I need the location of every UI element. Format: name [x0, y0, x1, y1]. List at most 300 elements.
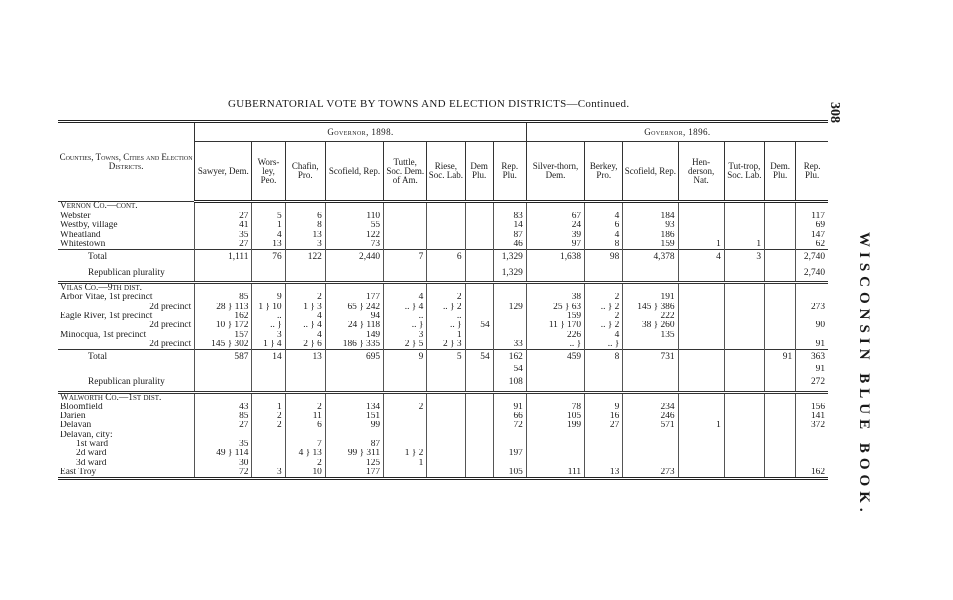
table-cell: [427, 449, 465, 458]
table-cell: [465, 240, 493, 250]
table-cell: 3: [384, 331, 427, 340]
table-cell: [724, 449, 764, 458]
table-cell: [195, 392, 252, 403]
table-cell: [765, 221, 796, 230]
table-cell: 9: [585, 403, 623, 412]
table-cell: [384, 265, 427, 283]
table-cell: 55: [325, 221, 383, 230]
table-cell: 10: [285, 468, 325, 479]
table-cell: [724, 202, 764, 213]
table-row: [58, 431, 828, 440]
table-cell: 27: [585, 421, 623, 430]
table-cell: [526, 431, 584, 440]
table-cell: [724, 403, 764, 412]
table-row: [58, 421, 828, 430]
table-cell: [325, 431, 383, 440]
table-cell: [678, 331, 724, 340]
table-cell: 105: [493, 468, 526, 479]
table-cell: 157: [195, 331, 252, 340]
table-cell: 147: [796, 231, 828, 240]
table-cell: [724, 392, 764, 403]
table-cell: [526, 202, 584, 213]
row-label: 2d precinct: [149, 339, 192, 349]
table-cell: [384, 240, 427, 250]
table-cell: [325, 202, 383, 213]
table-cell: 85: [195, 293, 252, 302]
table-cell: 72: [195, 468, 252, 479]
table-cell: [493, 392, 526, 403]
table-cell: 4,378: [623, 250, 678, 266]
table-cell: 97: [526, 240, 584, 250]
table-cell: 222: [623, 312, 678, 321]
table-cell: 372: [796, 421, 828, 430]
table-cell: [384, 431, 427, 440]
table-cell: [623, 283, 678, 294]
table-cell: 91: [765, 350, 796, 366]
table-cell: 7: [384, 250, 427, 266]
running-title: WISCONSIN BLUE BOOK.: [856, 232, 872, 517]
row-label: Total: [58, 350, 195, 366]
table-cell: 191: [623, 293, 678, 302]
table-cell: [285, 265, 325, 283]
table-cell: [765, 392, 796, 403]
table-cell: 1: [678, 421, 724, 430]
table-row: [58, 412, 828, 421]
table-cell: 8: [585, 240, 623, 250]
table-cell: [465, 202, 493, 213]
table-cell: 28 } 113: [195, 303, 252, 312]
table-row: [58, 449, 828, 458]
table-cell: [465, 212, 493, 221]
row-label: 2d precinct: [149, 302, 192, 312]
table-cell: 13: [252, 240, 285, 250]
table-cell: [493, 312, 526, 321]
table-cell: 11: [285, 412, 325, 421]
table-cell: [384, 392, 427, 403]
column-header: Scofield, Rep.: [325, 142, 383, 202]
table-cell: 1: [678, 240, 724, 250]
table-cell: 1,638: [526, 250, 584, 266]
table-row: [58, 212, 828, 221]
table-cell: [526, 283, 584, 294]
table-cell: 234: [623, 403, 678, 412]
table-cell: [765, 421, 796, 430]
table-cell: [465, 293, 493, 302]
row-label: Total: [58, 250, 195, 266]
table-cell: 1 } 10: [252, 303, 285, 312]
table-cell: [195, 431, 252, 440]
table-cell: 54: [465, 321, 493, 330]
vote-table: [58, 120, 828, 480]
table-cell: 272: [796, 375, 828, 393]
table-cell: 14: [252, 350, 285, 366]
table-cell: 93: [623, 221, 678, 230]
table-cell: [325, 265, 383, 283]
table-cell: 43: [195, 403, 252, 412]
table-cell: 162: [796, 468, 828, 479]
table-cell: [765, 431, 796, 440]
table-cell: [493, 293, 526, 302]
table-cell: [796, 331, 828, 340]
table-cell: 1: [427, 331, 465, 340]
table-cell: [724, 468, 764, 479]
table-cell: [678, 283, 724, 294]
table-cell: 6: [585, 221, 623, 230]
column-header: Tuttle, Soc. Dem. of Am.: [384, 142, 427, 202]
table-cell: [252, 283, 285, 294]
table-cell: [765, 283, 796, 294]
table-cell: 246: [623, 412, 678, 421]
table-cell: [796, 202, 828, 213]
page-number: 308: [827, 102, 842, 123]
table-cell: [678, 392, 724, 403]
page-title: GUBERNATORIAL VOTE BY TOWNS AND ELECTION DISTRICTS—Continued.: [228, 98, 630, 110]
table-cell: [526, 392, 584, 403]
table-cell: 1,329: [493, 265, 526, 283]
table-cell: [465, 392, 493, 403]
table-cell: 33: [493, 340, 526, 350]
row-label: Delavan, city:: [60, 430, 113, 440]
table-cell: .. } 2: [585, 321, 623, 330]
table-cell: 122: [325, 231, 383, 240]
table-cell: 38: [526, 293, 584, 302]
table-cell: 2: [252, 412, 285, 421]
table-cell: [724, 350, 764, 366]
table-cell: 13: [585, 468, 623, 479]
row-label: Bloomfield: [60, 402, 103, 412]
table-cell: 4: [285, 312, 325, 321]
table-row: [58, 231, 828, 240]
group-header-1896: Governor, 1896.: [526, 122, 828, 142]
table-cell: 49 } 114: [195, 449, 252, 458]
table-cell: 2: [585, 293, 623, 302]
table-cell: 99: [325, 421, 383, 430]
table-cell: 134: [325, 403, 383, 412]
table-cell: [427, 459, 465, 468]
table-cell: [526, 440, 584, 449]
table-cell: 1 } 3: [285, 303, 325, 312]
table-cell: [427, 265, 465, 283]
table-cell: [285, 365, 325, 374]
table-cell: [623, 459, 678, 468]
table-cell: [465, 412, 493, 421]
table-cell: 27: [195, 421, 252, 430]
table-cell: [585, 375, 623, 393]
column-header: Riese, Soc. Lab.: [427, 142, 465, 202]
table-cell: 41: [195, 221, 252, 230]
table-row: [58, 350, 828, 366]
table-cell: 110: [325, 212, 383, 221]
table-cell: [765, 331, 796, 340]
table-cell: [765, 231, 796, 240]
table-row: [58, 440, 828, 449]
table-cell: 1: [252, 221, 285, 230]
table-cell: [465, 231, 493, 240]
table-cell: [796, 431, 828, 440]
table-cell: .. }: [526, 340, 584, 350]
table-cell: [678, 202, 724, 213]
table-cell: [623, 440, 678, 449]
table-cell: 78: [526, 403, 584, 412]
table-cell: [724, 283, 764, 294]
table-cell: [585, 440, 623, 449]
table-row: [58, 303, 828, 312]
table-cell: 2: [427, 293, 465, 302]
table-cell: 62: [796, 240, 828, 250]
table-cell: 67: [526, 212, 584, 221]
row-label: Arbor Vitae, 1st precinct: [60, 293, 153, 303]
table-cell: [765, 250, 796, 266]
table-cell: [384, 468, 427, 479]
table-cell: [796, 440, 828, 449]
name-column-header: Counties, Towns, Cities and Election Districts.: [58, 122, 195, 202]
table-cell: [623, 375, 678, 393]
table-cell: 2: [285, 293, 325, 302]
table-cell: [678, 412, 724, 421]
table-cell: [493, 321, 526, 330]
table-cell: 571: [623, 421, 678, 430]
table-cell: [325, 283, 383, 294]
table-cell: [427, 375, 465, 393]
table-cell: ..: [252, 312, 285, 321]
table-cell: 4: [678, 250, 724, 266]
table-cell: [252, 449, 285, 458]
table-cell: 9: [384, 350, 427, 366]
table-cell: 159: [526, 312, 584, 321]
table-cell: [585, 459, 623, 468]
table-cell: [678, 265, 724, 283]
table-cell: [384, 212, 427, 221]
column-header: Hen-derson, Nat.: [678, 142, 724, 202]
table-cell: 6: [285, 421, 325, 430]
table-cell: 117: [796, 212, 828, 221]
table-cell: [678, 403, 724, 412]
table-cell: [465, 312, 493, 321]
table-row: [58, 459, 828, 468]
table-cell: [427, 212, 465, 221]
table-cell: 13: [285, 231, 325, 240]
table-cell: [796, 392, 828, 403]
table-cell: 731: [623, 350, 678, 366]
table-cell: [678, 303, 724, 312]
table-cell: [252, 459, 285, 468]
table-cell: 66: [493, 412, 526, 421]
table-cell: [765, 202, 796, 213]
table-cell: 87: [325, 440, 383, 449]
table-cell: 91: [493, 403, 526, 412]
table-cell: [285, 431, 325, 440]
table-cell: 91: [796, 365, 828, 374]
table-cell: ..: [384, 312, 427, 321]
table-cell: [493, 440, 526, 449]
table-cell: [765, 240, 796, 250]
table-cell: [384, 421, 427, 430]
table-cell: [195, 202, 252, 213]
table-cell: 1,111: [195, 250, 252, 266]
table-cell: [252, 431, 285, 440]
table-cell: 25 } 63: [526, 303, 584, 312]
table-cell: 4: [384, 293, 427, 302]
table-cell: [724, 293, 764, 302]
table-cell: 4 } 13: [285, 449, 325, 458]
table-cell: [465, 431, 493, 440]
row-label: Minocqua, 1st precinct: [60, 330, 147, 340]
table-cell: [765, 449, 796, 458]
table-cell: [465, 375, 493, 393]
table-cell: 16: [585, 412, 623, 421]
table-cell: [678, 459, 724, 468]
table-cell: 2: [285, 459, 325, 468]
table-cell: [765, 440, 796, 449]
table-cell: [724, 340, 764, 350]
table-cell: [765, 265, 796, 283]
table-cell: 14: [493, 221, 526, 230]
table-cell: [585, 449, 623, 458]
table-cell: 156: [796, 403, 828, 412]
column-header: Berkey, Pro.: [585, 142, 623, 202]
table-cell: 3: [252, 331, 285, 340]
table-cell: [384, 221, 427, 230]
table-cell: 13: [285, 350, 325, 366]
table-cell: [623, 431, 678, 440]
table-cell: 4: [585, 331, 623, 340]
table-cell: [493, 283, 526, 294]
table-cell: [765, 312, 796, 321]
table-cell: [678, 231, 724, 240]
table-cell: [195, 375, 252, 393]
table-cell: [465, 459, 493, 468]
row-label: 2d ward: [76, 449, 107, 459]
table-cell: [384, 412, 427, 421]
column-header: Silver-thorn, Dem.: [526, 142, 584, 202]
table-cell: 27: [195, 212, 252, 221]
column-header: Wors-ley, Peo.: [252, 142, 285, 202]
table-cell: [427, 403, 465, 412]
table-cell: 2: [384, 403, 427, 412]
table-cell: 83: [493, 212, 526, 221]
table-cell: 199: [526, 421, 584, 430]
table-cell: 35: [195, 231, 252, 240]
table-cell: [678, 312, 724, 321]
table-row: [58, 365, 828, 374]
table-cell: [678, 365, 724, 374]
table-cell: [678, 212, 724, 221]
table-cell: 695: [325, 350, 383, 366]
table-cell: [724, 312, 764, 321]
table-row: [58, 202, 828, 213]
column-header: Dem Plu.: [465, 142, 493, 202]
table-cell: [796, 449, 828, 458]
table-cell: 226: [526, 331, 584, 340]
table-cell: [678, 340, 724, 350]
table-cell: 122: [285, 250, 325, 266]
row-label: Walworth Co.—1st dist.: [60, 392, 162, 403]
group-header-1898: Governor, 1898.: [195, 122, 527, 142]
table-cell: [678, 321, 724, 330]
column-header: Chafin, Pro.: [285, 142, 325, 202]
table-cell: [796, 459, 828, 468]
table-cell: [465, 283, 493, 294]
table-cell: 5: [252, 212, 285, 221]
table-cell: [285, 392, 325, 403]
row-label: 3d ward: [76, 458, 107, 468]
table-cell: .. } 4: [285, 321, 325, 330]
table-cell: [765, 321, 796, 330]
table-cell: [585, 283, 623, 294]
table-row: [58, 375, 828, 393]
table-cell: 2,440: [325, 250, 383, 266]
table-cell: 145 } 302: [195, 340, 252, 350]
row-label: Vilas Co.—9th dist.: [60, 283, 142, 294]
column-header: Rep. Plu.: [796, 142, 828, 202]
table-cell: [384, 231, 427, 240]
table-cell: [465, 468, 493, 479]
table-cell: [724, 231, 764, 240]
table-row: [58, 312, 828, 321]
table-cell: 177: [325, 468, 383, 479]
table-cell: 54: [493, 365, 526, 374]
table-cell: [623, 449, 678, 458]
table-cell: [465, 440, 493, 449]
table-cell: [724, 321, 764, 330]
table-cell: [765, 340, 796, 350]
table-cell: [765, 365, 796, 374]
table-cell: 273: [623, 468, 678, 479]
table-cell: [796, 312, 828, 321]
table-cell: 363: [796, 350, 828, 366]
row-label: Wheatland: [60, 230, 101, 240]
table-cell: 24: [526, 221, 584, 230]
table-cell: 273: [796, 303, 828, 312]
table-cell: [384, 283, 427, 294]
table-cell: [195, 265, 252, 283]
table-cell: [465, 303, 493, 312]
table-cell: [724, 221, 764, 230]
table-cell: .. }: [252, 321, 285, 330]
table-cell: 39: [526, 231, 584, 240]
column-header: Dem. Plu.: [765, 142, 796, 202]
table-cell: [724, 375, 764, 393]
table-cell: 2: [585, 312, 623, 321]
table-cell: 10 } 172: [195, 321, 252, 330]
table-cell: 8: [585, 350, 623, 366]
table-cell: [623, 340, 678, 350]
table-cell: [724, 421, 764, 430]
table-cell: 2: [285, 403, 325, 412]
column-header: Tut-trop, Soc. Lab.: [724, 142, 764, 202]
row-label: Westby, village: [60, 221, 118, 231]
table-cell: [623, 202, 678, 213]
table-cell: 30: [195, 459, 252, 468]
table-cell: 46: [493, 240, 526, 250]
table-cell: 99 } 311: [325, 449, 383, 458]
row-label: Eagle River, 1st precinct: [60, 312, 153, 322]
table-cell: [427, 412, 465, 421]
table-cell: 2,740: [796, 265, 828, 283]
table-cell: 151: [325, 412, 383, 421]
table-cell: 125: [325, 459, 383, 468]
table-cell: [623, 265, 678, 283]
table-cell: 111: [526, 468, 584, 479]
table-cell: 4: [585, 212, 623, 221]
table-cell: 1: [252, 403, 285, 412]
table-cell: [252, 440, 285, 449]
table-cell: 162: [493, 350, 526, 366]
table-cell: [427, 365, 465, 374]
table-cell: 4: [585, 231, 623, 240]
table-cell: 184: [623, 212, 678, 221]
table-cell: [325, 365, 383, 374]
